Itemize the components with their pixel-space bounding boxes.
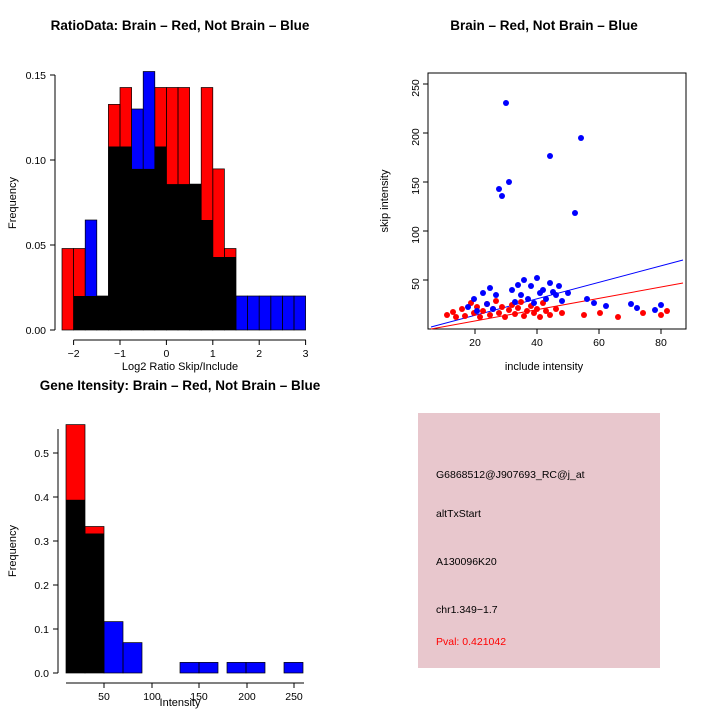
panel-scatter [368,18,720,373]
ratio-histogram-bars [62,72,306,331]
panel-gene-histogram [0,378,360,709]
svg-text:0.2: 0.2 [34,580,49,592]
scatter-ylabel: skip intensity [379,169,391,233]
panel-ratio-histogram [0,18,360,373]
svg-text:80: 80 [655,337,667,349]
scatter-y-axis [423,84,428,280]
gene-bars-not-brain [66,500,303,673]
scatter-y-ticklabels [410,79,422,290]
svg-text:0.5: 0.5 [34,448,49,460]
ratio-x-axis [74,340,306,345]
ratio-histogram-title: RatioData: Brain – Red, Not Brain – Blue [50,18,310,33]
event-type-text: altTxStart [436,508,481,520]
svg-text:0.05: 0.05 [25,240,46,252]
gene-name-text: A130096K20 [436,556,497,568]
ratio-xlabel: Log2 Ratio Skip/Include [121,361,239,373]
ratio-y-axis [50,75,55,330]
svg-text:0.4: 0.4 [34,492,49,504]
svg-text:2: 2 [256,348,263,360]
svg-text:100: 100 [143,691,161,703]
svg-text:200: 200 [410,128,422,146]
svg-text:50: 50 [410,278,422,290]
pvalue-text: Pval: 0.421042 [436,636,507,648]
ratio-ylabel: Frequency [7,177,19,229]
svg-text:50: 50 [98,691,110,703]
gene-xlabel: Intensity [159,697,201,709]
gene-histogram-title: Gene Itensity: Brain – Red, Not Brain – Blue [39,378,321,393]
scatter-points-not-brain [465,100,664,314]
svg-text:0.10: 0.10 [25,155,46,167]
scatter-x-ticklabels [469,337,667,349]
scatter-x-axis [475,329,661,334]
svg-text:150: 150 [410,177,422,195]
svg-text:3: 3 [302,348,309,360]
svg-text:250: 250 [410,79,422,97]
probe-id-text: G6868512@J907693_RC@j_at [436,469,585,481]
locus-text: chr1.349−1.7 [436,604,498,616]
gene-x-axis [66,683,304,688]
svg-text:200: 200 [238,691,256,703]
ratio-y-ticklabels [26,70,47,337]
gene-y-axis [53,429,58,673]
gene-ylabel: Frequency [7,525,19,577]
ratio-histogram-svg [0,33,360,363]
gene-y-ticklabels [34,448,49,680]
scatter-svg [368,33,720,363]
svg-text:0.1: 0.1 [34,624,49,636]
svg-text:0.15: 0.15 [25,70,46,82]
svg-text:0: 0 [163,348,170,360]
svg-text:60: 60 [593,337,605,349]
scatter-plot-box [428,73,686,329]
svg-text:100: 100 [410,226,422,244]
svg-text:−2: −2 [67,348,80,360]
svg-text:20: 20 [469,337,481,349]
svg-text:−1: −1 [114,348,126,360]
svg-text:250: 250 [285,691,303,703]
scatter-title: Brain – Red, Not Brain – Blue [450,18,638,33]
svg-text:0.0: 0.0 [34,668,49,680]
svg-text:40: 40 [531,337,543,349]
gene-histogram-bars [66,425,303,673]
scatter-xlabel: include intensity [504,361,584,373]
svg-text:0.00: 0.00 [25,325,46,337]
ratio-x-ticklabels [68,348,309,360]
svg-text:150: 150 [190,691,208,703]
svg-text:1: 1 [209,348,216,360]
svg-text:0.3: 0.3 [34,536,49,548]
annotation-info-box [418,413,660,668]
